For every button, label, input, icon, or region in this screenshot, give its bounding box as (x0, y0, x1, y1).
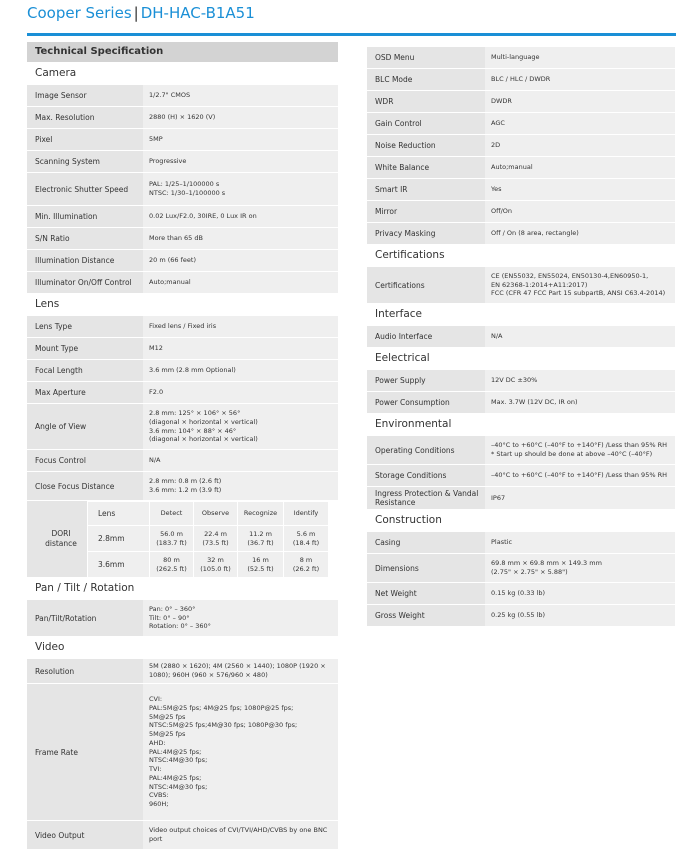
dori-header-recognize: Recognize (237, 501, 283, 525)
spec-value-line: Auto;manual (491, 163, 533, 172)
spec-label: Max Aperture (27, 382, 143, 403)
spec-value-line: 960H; (149, 800, 169, 809)
spec-row-smart-ir (367, 178, 675, 200)
dori-value-line: 80 m (163, 556, 180, 565)
spec-value-line: NTSC:5M@25 fps;4M@30 fps; 1080P@30 fps; (149, 721, 298, 730)
spec-value-line: 3.6 mm: 104° × 88° × 46° (149, 426, 237, 435)
spec-value-line: F2.0 (149, 388, 164, 397)
spec-label: Focal Length (27, 360, 143, 381)
spec-value (143, 338, 338, 359)
spec-value-line: 1/2.7" CMOS (149, 91, 191, 100)
spec-label: Illumination Distance (27, 250, 143, 271)
section-interface: Interface (375, 308, 423, 320)
series-name: Cooper Series (27, 4, 132, 22)
spec-value (143, 382, 338, 403)
spec-label: Casing (367, 532, 485, 553)
spec-row-pan-tilt-rotation (27, 599, 338, 636)
spec-label: OSD Menu (367, 47, 485, 68)
spec-value (143, 151, 338, 172)
section-video: Video (35, 641, 65, 653)
spec-value (143, 173, 338, 205)
spec-value-line: CVI: (149, 695, 163, 704)
spec-value-line: PAL:5M@25 fps; 4M@25 fps; 1080P@25 fps; (149, 703, 294, 712)
spec-value-line: Plastic (491, 538, 513, 547)
spec-value-line: N/A (491, 332, 503, 341)
dori-observe (193, 551, 237, 577)
spec-value-line: (diagonal × horizontal × vertical) (149, 417, 258, 426)
dori-value-line: (183.7 ft) (156, 538, 187, 547)
spec-value-line: PAL:4M@25 fps; (149, 773, 202, 782)
spec-row-image-sensor (27, 84, 338, 106)
spec-value-line: 2.8 mm: 0.8 m (2.6 ft) (149, 477, 222, 486)
dori-value-line: 5.6 m (296, 530, 316, 539)
spec-row-focus-control (27, 449, 338, 471)
spec-label: Smart IR (367, 179, 485, 200)
dori-label: DORI distance (27, 501, 87, 577)
spec-label: Ingress Protection & Vandal Resistance (367, 487, 485, 509)
dori-observe (193, 525, 237, 551)
spec-label: Image Sensor (27, 85, 143, 106)
spec-row-pixel (27, 128, 338, 150)
spec-label: Pan/Tilt/Rotation (27, 600, 143, 636)
spec-value-line: M12 (149, 344, 163, 353)
spec-row-storage-conditions (367, 464, 675, 486)
spec-value-line: EN 62368-1:2014+A11:2017) (491, 280, 588, 289)
spec-row-mirror (367, 200, 675, 222)
spec-value-line: 3.6 mm: 1.2 m (3.9 ft) (149, 486, 222, 494)
spec-value-line: 69.8 mm × 69.8 mm × 149.3 mm (491, 559, 602, 568)
spec-value-line: Pan: 0° – 360° (149, 604, 196, 613)
spec-row-white-balance (367, 156, 675, 178)
spec-label: Gain Control (367, 113, 485, 134)
spec-value-line: NTSC: 1/30–1/100000 s (149, 189, 226, 197)
spec-label: Max. Resolution (27, 107, 143, 128)
section-pan-tilt-rotation: Pan / Tilt / Rotation (35, 582, 135, 594)
spec-value-line: FCC (CFR 47 FCC Part 15 subpartB, ANSI C63.4-2014) (491, 289, 666, 298)
spec-value (143, 404, 338, 449)
dori-identify (283, 551, 328, 577)
spec-value (143, 250, 338, 271)
spec-value-line: (diagonal × horizontal × vertical) (149, 435, 258, 444)
spec-value (143, 206, 338, 227)
left-column (27, 42, 338, 849)
spec-label: Frame Rate (27, 684, 143, 820)
spec-row-lens-type (27, 315, 338, 337)
spec-value-line: CVBS: (149, 791, 169, 800)
spec-value (485, 179, 675, 200)
spec-value-line: BLC / HLC / DWDR (491, 75, 551, 84)
dori-value-line: (262.5 ft) (156, 564, 187, 573)
spec-value (485, 532, 675, 553)
spec-value-line: NTSC:4M@30 fps; (149, 756, 208, 765)
spec-row-s-n-ratio (27, 227, 338, 249)
dori-value-line: (36.7 ft) (247, 538, 274, 547)
dori-recognize (237, 551, 283, 577)
dori-value-line: 32 m (207, 556, 224, 565)
spec-value-line: 3.6 mm (2.8 mm Optional) (149, 366, 236, 375)
spec-value (143, 659, 338, 683)
spec-label: Illuminator On/Off Control (27, 272, 143, 293)
spec-value (485, 91, 675, 112)
section-camera: Camera (35, 67, 77, 79)
spec-label: Resolution (27, 659, 143, 683)
section-environmental: Environmental (375, 418, 452, 430)
spec-label: Angle of View (27, 404, 143, 449)
spec-label: Mount Type (27, 338, 143, 359)
spec-value-line: 2.8 mm: 125° × 106° × 56° (149, 408, 241, 417)
dori-header-detect: Detect (149, 501, 193, 525)
spec-value-line: N/A (149, 456, 161, 465)
spec-label: Gross Weight (367, 605, 485, 626)
spec-row-casing (367, 531, 675, 553)
spec-row-focal-length (27, 359, 338, 381)
spec-value (143, 107, 338, 128)
spec-row-wdr (367, 90, 675, 112)
spec-row-audio-interface (367, 325, 675, 347)
right-column (367, 46, 675, 626)
spec-row-power-consumption (367, 391, 675, 413)
dori-detect (149, 551, 193, 577)
spec-value-line: TVI: (149, 765, 162, 774)
spec-value-line: IP67 (491, 493, 506, 502)
spec-value-line: More than 65 dB (149, 234, 203, 243)
spec-row-dimensions (367, 553, 675, 582)
spec-value (485, 465, 675, 486)
spec-label: Privacy Masking (367, 223, 485, 244)
spec-value-line: AGC (491, 119, 505, 128)
dori-table (27, 500, 338, 577)
spec-value-line: AHD: (149, 738, 166, 747)
spec-row-ingress-protection-vandal-resistance (367, 486, 675, 509)
spec-value-line: 2D (491, 141, 501, 150)
spec-value (485, 583, 675, 604)
spec-row-noise-reduction (367, 134, 675, 156)
spec-label: Mirror (367, 201, 485, 222)
dori-lens: 2.8mm (87, 525, 149, 551)
spec-value-line: Progressive (149, 157, 187, 166)
spec-value (485, 392, 675, 413)
dori-value-line: (73.5 ft) (202, 538, 229, 547)
dori-value-line: (105.0 ft) (200, 564, 231, 573)
spec-label: Electronic Shutter Speed (27, 173, 143, 205)
spec-row-privacy-masking (367, 222, 675, 244)
spec-row-resolution (27, 658, 338, 683)
spec-value (143, 600, 338, 636)
spec-value (485, 135, 675, 156)
spec-label: BLC Mode (367, 69, 485, 90)
spec-label: Net Weight (367, 583, 485, 604)
spec-row-power-supply (367, 369, 675, 391)
spec-value (143, 360, 338, 381)
spec-value-line: Tilt: 0° – 90° (149, 613, 190, 622)
spec-row-scanning-system (27, 150, 338, 172)
spec-value (143, 316, 338, 337)
spec-value (485, 554, 675, 582)
spec-row-electronic-shutter-speed (27, 172, 338, 205)
dori-identify (283, 525, 328, 551)
spec-value-line: 12V DC ±30% (491, 376, 538, 385)
spec-value (143, 472, 338, 500)
spec-label: Focus Control (27, 450, 143, 471)
spec-value-line: 5M@25 fps (149, 712, 186, 721)
spec-label: Noise Reduction (367, 135, 485, 156)
section-construction: Construction (375, 514, 442, 526)
spec-value-line: Rotation: 0° – 360° (149, 622, 211, 631)
spec-value (143, 684, 338, 820)
dori-value-line: (52.5 ft) (247, 564, 274, 573)
spec-label: Dimensions (367, 554, 485, 582)
spec-value-line: NTSC:4M@30 fps; (149, 782, 208, 791)
dori-value-line: (26.2 ft) (292, 564, 320, 573)
spec-value-line: 0.25 kg (0.55 lb) (491, 611, 546, 620)
spec-value-line: Video output choices of CVI/TVI/AHD/CVBS by one BNC port (149, 826, 328, 843)
spec-value-line: 0.15 kg (0.33 lb) (491, 589, 546, 598)
dori-lens: 3.6mm (87, 551, 149, 577)
spec-label: Storage Conditions (367, 465, 485, 486)
spec-value (485, 370, 675, 391)
section-lens: Lens (35, 298, 60, 310)
dori-detect (149, 525, 193, 551)
spec-value-line: –40°C to +60°C (–40°F to +140°F) /Less than 95% RH (491, 471, 667, 480)
spec-value (485, 201, 675, 222)
spec-label: Operating Conditions (367, 436, 485, 464)
section-electrical: Eelectrical (375, 352, 430, 364)
spec-value (485, 157, 675, 178)
spec-label: WDR (367, 91, 485, 112)
dori-value-line: 22.4 m (204, 530, 227, 539)
spec-row-min-illumination (27, 205, 338, 227)
spec-title: Technical Specification (27, 42, 338, 62)
spec-value-line: 20 m (66 feet) (149, 256, 196, 265)
spec-row-gross-weight (367, 604, 675, 626)
spec-value-line: 5MP (149, 135, 163, 144)
page-header (27, 4, 255, 22)
spec-value-line: –40°C to +60°C (–40°F to +140°F) /Less than 95% RH (491, 441, 667, 450)
model-number: DH-HAC-B1A51 (140, 4, 255, 22)
spec-value-line: Max. 3.7W (12V DC, IR on) (491, 398, 578, 407)
spec-value-line: Yes (491, 185, 502, 194)
spec-row-illuminator-on-off-control (27, 271, 338, 293)
spec-row-max-resolution (27, 106, 338, 128)
spec-value-line: CE (EN55032, EN55024, EN50130-4,EN60950-1, (491, 271, 649, 280)
dori-value-line: (18.4 ft) (292, 538, 320, 547)
spec-value (143, 85, 338, 106)
spec-value (143, 272, 338, 293)
spec-value (143, 228, 338, 249)
spec-label: Scanning System (27, 151, 143, 172)
dori-value-line: 56.0 m (160, 530, 183, 539)
spec-row-frame-rate (27, 683, 338, 820)
spec-value (485, 326, 675, 347)
spec-label: Lens Type (27, 316, 143, 337)
spec-label: Video Output (27, 821, 143, 849)
spec-label: S/N Ratio (27, 228, 143, 249)
spec-value-line: PAL: 1/25–1/100000 s (149, 180, 220, 189)
spec-value (485, 113, 675, 134)
spec-value-line: 5M@25 fps (149, 730, 186, 739)
spec-label: Power Consumption (367, 392, 485, 413)
spec-value (485, 47, 675, 68)
spec-label: Power Supply (367, 370, 485, 391)
spec-value (485, 487, 675, 509)
spec-value-line: PAL:4M@25 fps; (149, 747, 202, 756)
spec-value-line: 2880 (H) × 1620 (V) (149, 113, 216, 122)
dori-value-line: 11.2 m (249, 530, 272, 539)
header-separator: | (133, 4, 139, 22)
spec-value-line: 5M (2880 × 1620); 4M (2560 × 1440); 1080P (1920 × 1080); 960H (960 × 576/960 × 480) (149, 662, 326, 679)
spec-row-gain-control (367, 112, 675, 134)
spec-label: Min. Illumination (27, 206, 143, 227)
spec-row-angle-of-view (27, 403, 338, 449)
spec-value (143, 129, 338, 150)
spec-value (485, 223, 675, 244)
spec-row-operating-conditions (367, 435, 675, 464)
spec-value (143, 450, 338, 471)
spec-row-max-aperture (27, 381, 338, 403)
spec-value-line: 0.02 Lux/F2.0, 30IRE, 0 Lux IR on (149, 212, 257, 221)
spec-row-blc-mode (367, 68, 675, 90)
spec-value (485, 267, 675, 303)
spec-label: Audio Interface (367, 326, 485, 347)
spec-label: Certifications (367, 267, 485, 303)
spec-value (485, 436, 675, 464)
dori-header-observe: Observe (193, 501, 237, 525)
spec-value-line: (2.75" × 2.75" × 5.88") (491, 568, 568, 576)
spec-row-net-weight (367, 582, 675, 604)
spec-value-line: * Start up should be done at above –40°C (–40°F) (491, 450, 653, 458)
spec-value-line: Off/On (491, 207, 513, 216)
spec-value-line: Fixed lens / Fixed iris (149, 322, 217, 331)
spec-value (485, 69, 675, 90)
dori-value-line: 8 m (299, 556, 313, 565)
section-certifications: Certifications (375, 249, 445, 261)
spec-row-illumination-distance (27, 249, 338, 271)
dori-header-lens: Lens (87, 501, 149, 525)
dori-recognize (237, 525, 283, 551)
spec-value-line: Off / On (8 area, rectangle) (491, 229, 579, 238)
spec-row-mount-type (27, 337, 338, 359)
spec-label: Close Focus Distance (27, 472, 143, 500)
header-rule (27, 33, 676, 36)
spec-row-close-focus-distance (27, 471, 338, 500)
spec-row-osd-menu (367, 46, 675, 68)
spec-value-line: Auto;manual (149, 278, 191, 287)
spec-label: White Balance (367, 157, 485, 178)
dori-value-line: 16 m (252, 556, 269, 565)
spec-value-line: Multi-language (491, 53, 540, 62)
spec-row-certifications (367, 266, 675, 303)
spec-label: Pixel (27, 129, 143, 150)
spec-value-line: DWDR (491, 97, 512, 106)
dori-header-identify: Identify (283, 501, 328, 525)
spec-value (485, 605, 675, 626)
